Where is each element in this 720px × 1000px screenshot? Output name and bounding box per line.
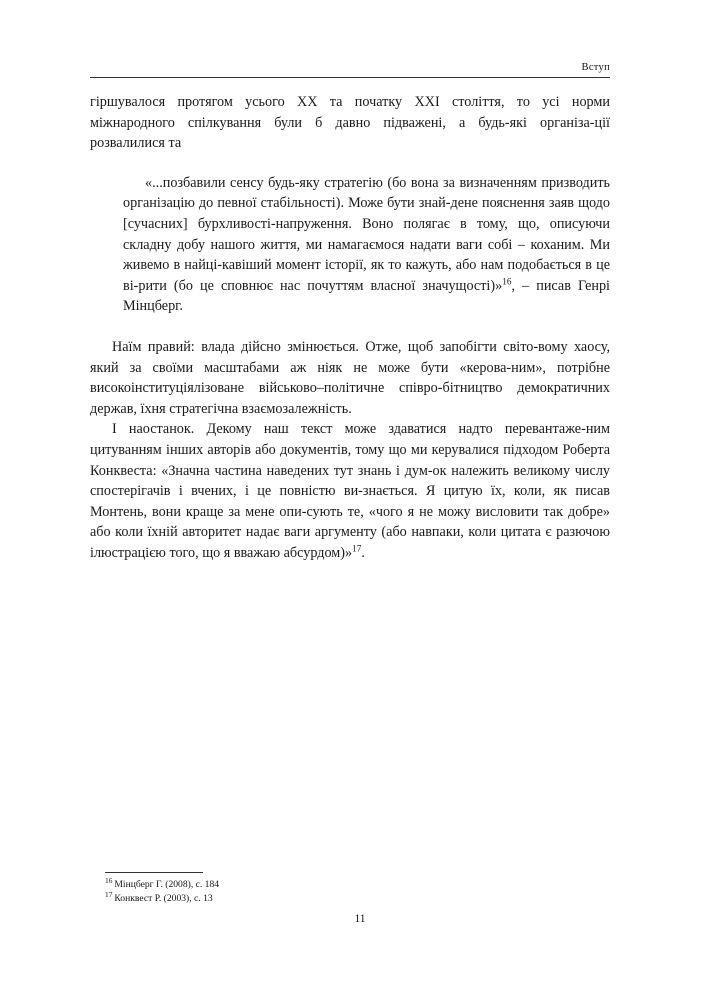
block-quote-attribution: , – писав Генрі Мінцберг. <box>123 277 610 315</box>
block-quote-main: «...позбавили сенсу будь-яку стратегію (бо вона за визначенням призводить організацію до певної стабільності). Може бути знай-дене пояснення заяв щодо [сучасних] бурхливості-напруження. Воно полягає в тому, що, описуючи складну добу нашого життя, ми намагаємося надати ваги собі – коханим. Ми живемо в найці-кавіший момент історії, як то кажуть, або нам подобається в це ві-рити (бо це сповнює нас почуттям власної значущості)» <box>123 174 610 294</box>
footnote-text-17: Конквест Р. (2003), с. 13 <box>114 893 213 904</box>
running-head-rule <box>90 77 610 78</box>
paragraph-final-main: І наостанок. Декому наш текст може здаватися надто перевантаже-ним цитуванням інших авторів або документів, тому що ми керувалися підходом Роберта Конквеста: «Значна частина наведених тут знань і дум-ок належить великому числу спостерігачів і вчених, і це повністю ви-знається. Я цитую їх, коли, як писав Монтень, вони краще за мене опи-сують те, «чого я не можу висловити так добре» або коли їхній авторитет надає ваги аргументу (або навпаки, коли цитата є разючою ілюстрацією того, що я вважаю абсурдом)» <box>90 421 610 561</box>
block-quote <box>90 173 610 317</box>
footnote-ref-17[interactable]: 17 <box>352 544 362 555</box>
paragraph-continuation: гіршувалося протягом усього ХХ та початку ХХІ століття, то усі норми міжнародного спілкування були б давно підважені, а будь-які організа-ції розвалилися та <box>90 94 610 152</box>
footnote-marker-17: 17 <box>105 889 113 899</box>
footnote-area <box>105 872 425 906</box>
paragraph-naim: Наїм правий: влада дійсно змінюється. Отже, щоб запобігти світо-вому хаосу, який за своїми масштабами аж ніяк не може бути «керова-ним», потрібне високоінституціялізоване військово–політичне співро-бітництво демократичних держав, їхня стратегічна взаємозалежність. <box>90 338 610 417</box>
spacer <box>90 317 610 337</box>
footnote-marker-16: 16 <box>105 875 113 885</box>
page-number: 11 <box>354 913 366 925</box>
page-content <box>90 62 610 563</box>
paragraph-final <box>90 419 610 563</box>
block-quote-text <box>123 173 610 317</box>
footnote-17 <box>105 889 425 906</box>
footnote-16 <box>105 875 425 892</box>
paragraph-final-tail: . <box>361 544 365 561</box>
running-head: Вступ <box>581 62 610 73</box>
footnote-text-16: Мінцберг Г. (2008), с. 184 <box>114 879 220 890</box>
footnote-separator-rule <box>105 872 203 873</box>
footnote-ref-16[interactable]: 16 <box>502 277 512 288</box>
